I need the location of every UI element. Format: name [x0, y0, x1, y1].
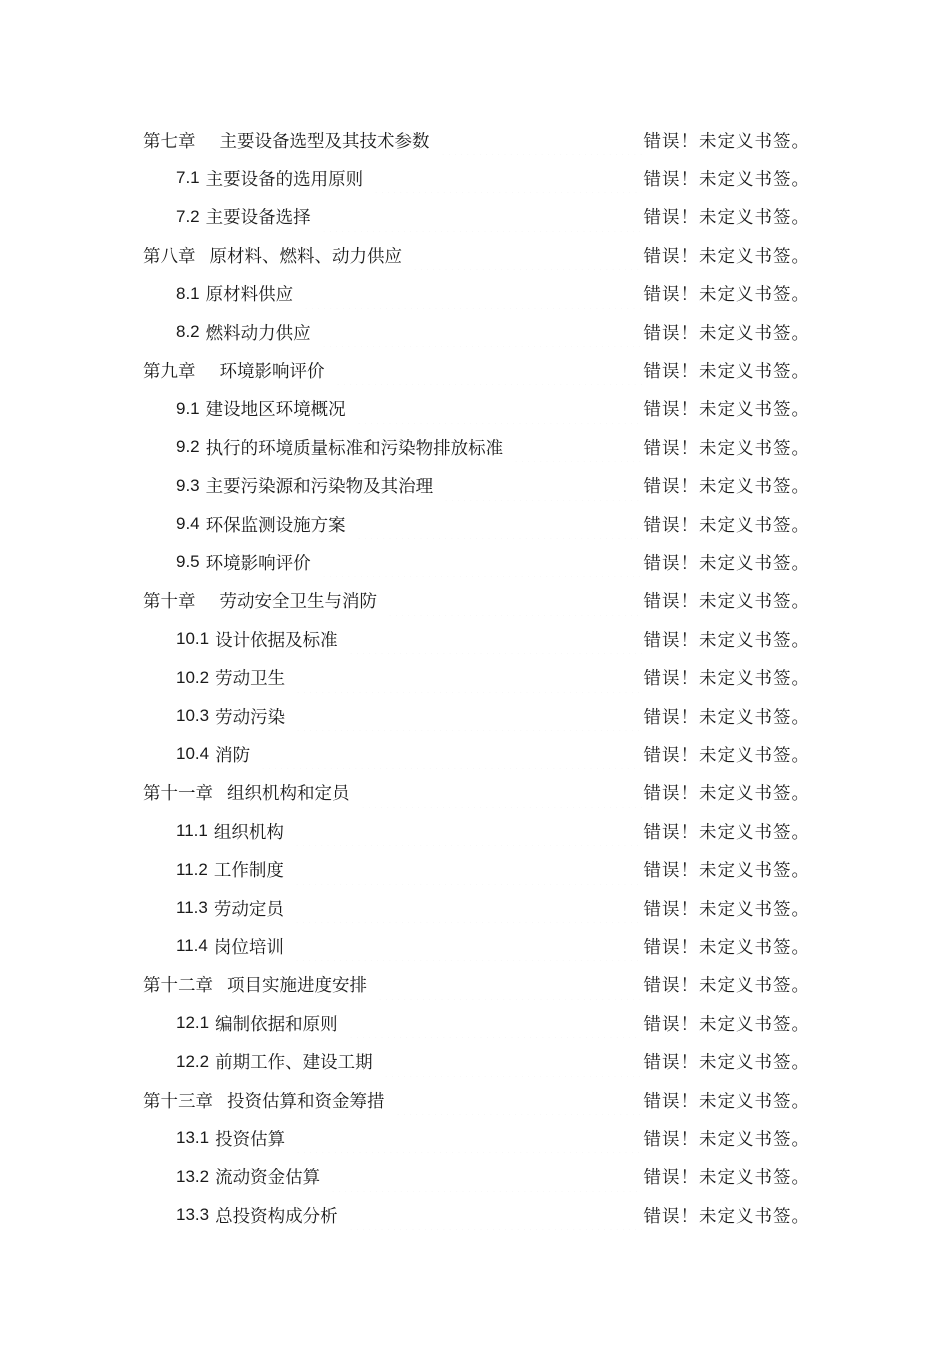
- dot-leader: [321, 317, 642, 347]
- toc-section-entry[interactable]: [176, 931, 810, 961]
- entry-title: 主要设备选型及其技术参数: [219, 131, 430, 152]
- section-number: 9.1: [176, 398, 200, 418]
- dot-leader: [335, 355, 642, 385]
- toc-chapter-entry[interactable]: [143, 970, 810, 1000]
- page-reference: 错误！未定义书签。: [643, 861, 810, 882]
- section-number: 8.1: [176, 283, 200, 303]
- page-reference: 错误！未定义书签。: [643, 1129, 810, 1150]
- toc-chapter-entry[interactable]: [143, 125, 810, 155]
- page-reference: 错误！未定义书签。: [643, 246, 810, 267]
- section-number: 10.4: [176, 744, 210, 764]
- page-reference: 错误！未定义书签。: [643, 438, 810, 459]
- page-reference: 错误！未定义书签。: [643, 592, 810, 613]
- dot-leader: [321, 547, 642, 577]
- page-reference: 错误！未定义书签。: [643, 745, 810, 766]
- dot-leader: [360, 778, 642, 808]
- dot-leader: [373, 163, 641, 193]
- entry-title: 燃料动力供应: [205, 323, 311, 344]
- dot-leader: [356, 509, 642, 539]
- section-number: 11.3: [176, 898, 208, 917]
- toc-section-entry[interactable]: [176, 701, 810, 731]
- toc-section-entry[interactable]: [176, 739, 810, 769]
- dot-leader: [303, 279, 641, 309]
- entry-title: 组织机构: [213, 822, 284, 843]
- entry-title: 编制依据和原则: [215, 1014, 338, 1035]
- section-number: 11.4: [176, 936, 208, 956]
- toc-chapter-entry[interactable]: [143, 778, 810, 808]
- dot-leader: [513, 432, 641, 462]
- page-reference: 错误！未定义书签。: [643, 553, 810, 574]
- section-number: 9.5: [176, 552, 200, 572]
- entry-title: 投资估算和资金筹措: [227, 1091, 385, 1112]
- dot-leader: [395, 1085, 642, 1115]
- section-number: 11.2: [176, 859, 208, 879]
- section-number: 8.2: [176, 322, 200, 341]
- page-reference: 错误！未定义书签。: [643, 784, 810, 805]
- page-reference: 错误！未定义书签。: [643, 822, 810, 843]
- toc-section-entry[interactable]: [176, 547, 810, 577]
- page-reference: 错误！未定义书签。: [643, 361, 810, 382]
- section-number: 11.1: [176, 821, 208, 841]
- dot-leader: [443, 471, 641, 501]
- toc-section-entry[interactable]: [176, 1162, 810, 1192]
- page-reference: 错误！未定义书签。: [643, 937, 810, 958]
- entry-title: 设计依据及标准: [215, 630, 338, 651]
- dot-leader: [295, 701, 641, 731]
- section-number: 13.3: [176, 1205, 210, 1225]
- toc-section-entry[interactable]: [176, 471, 810, 501]
- page-reference: 错误！未定义书签。: [643, 285, 810, 306]
- toc-section-entry[interactable]: [176, 317, 810, 347]
- page-reference: 错误！未定义书签。: [643, 1206, 810, 1227]
- toc-section-entry[interactable]: [176, 432, 810, 462]
- toc-section-entry[interactable]: [176, 1008, 810, 1038]
- entry-title: 环保监测设施方案: [205, 515, 346, 536]
- section-number: 13.1: [176, 1128, 210, 1148]
- dot-leader: [294, 893, 642, 923]
- entry-title: 项目实施进度安排: [227, 976, 367, 997]
- page-reference: 错误！未定义书签。: [643, 208, 810, 229]
- dot-leader: [383, 1047, 642, 1077]
- chapter-number: 第十一章: [143, 784, 213, 805]
- dot-leader: [377, 970, 642, 1000]
- toc-chapter-entry[interactable]: [143, 240, 810, 270]
- entry-title: 建设地区环境概况: [205, 400, 346, 421]
- page-reference: 错误！未定义书签。: [643, 630, 810, 651]
- dot-leader: [330, 1162, 641, 1192]
- chapter-number: 第八章: [143, 246, 196, 267]
- chapter-number: 第七章: [143, 131, 196, 152]
- toc-section-entry[interactable]: [176, 279, 810, 309]
- page-reference: 错误！未定义书签。: [643, 899, 810, 920]
- entry-title: 主要设备的选用原则: [205, 169, 364, 190]
- page-reference: 错误！未定义书签。: [643, 131, 810, 152]
- page-reference: 错误！未定义书签。: [643, 477, 810, 498]
- entry-title: 劳动污染: [215, 707, 286, 728]
- dot-leader: [294, 816, 642, 846]
- dot-leader: [412, 240, 642, 270]
- dot-leader: [348, 1008, 642, 1038]
- page-reference: 错误！未定义书签。: [643, 169, 810, 190]
- entry-title: 工作制度: [213, 861, 284, 882]
- chapter-number: 第九章: [143, 361, 196, 382]
- entry-title: 岗位培训: [213, 937, 284, 958]
- entry-title: 流动资金估算: [215, 1168, 321, 1189]
- toc-section-entry[interactable]: [176, 1200, 810, 1230]
- toc-chapter-entry[interactable]: [143, 355, 810, 385]
- toc-section-entry[interactable]: [176, 509, 810, 539]
- entry-title: 劳动安全卫生与消防: [219, 592, 377, 613]
- page-reference: 错误！未定义书签。: [643, 707, 810, 728]
- toc-chapter-entry[interactable]: [143, 586, 810, 616]
- entry-title: 投资估算: [215, 1129, 286, 1150]
- page-reference: 错误！未定义书签。: [643, 323, 810, 344]
- entry-title: 前期工作、建设工期: [215, 1053, 373, 1074]
- entry-title: 总投资构成分析: [215, 1206, 338, 1227]
- entry-title: 组织机构和定员: [227, 784, 350, 805]
- page-reference: 错误！未定义书签。: [643, 1053, 810, 1074]
- dot-leader: [348, 1200, 642, 1230]
- page-reference: 错误！未定义书签。: [643, 1091, 810, 1112]
- page-reference: 错误！未定义书签。: [643, 400, 810, 421]
- dot-leader: [356, 394, 642, 424]
- section-number: 9.3: [176, 475, 200, 495]
- toc-section-entry[interactable]: [176, 202, 810, 232]
- entry-title: 劳动定员: [213, 899, 284, 920]
- section-number: 7.1: [176, 168, 200, 188]
- entry-title: 环境影响评价: [205, 553, 311, 574]
- toc-section-entry[interactable]: [176, 893, 810, 923]
- page-reference: 错误！未定义书签。: [643, 515, 810, 536]
- toc-section-entry[interactable]: [176, 1047, 810, 1077]
- entry-title: 原材料、燃料、动力供应: [209, 246, 402, 267]
- dot-leader: [387, 586, 642, 616]
- section-number: 7.2: [176, 206, 200, 226]
- toc-section-entry[interactable]: [176, 624, 810, 654]
- entry-title: 主要设备选择: [205, 208, 311, 229]
- entry-title: 主要污染源和污染物及其治理: [205, 477, 434, 498]
- section-number: 12.2: [176, 1051, 210, 1071]
- toc-section-entry[interactable]: [176, 816, 810, 846]
- page-reference: 错误！未定义书签。: [643, 976, 810, 997]
- chapter-number: 第十章: [143, 592, 196, 613]
- page-reference: 错误！未定义书签。: [643, 1168, 810, 1189]
- section-number: 9.4: [176, 514, 200, 533]
- dot-leader: [294, 931, 642, 961]
- dot-leader: [295, 1123, 641, 1153]
- section-number: 12.1: [176, 1013, 210, 1033]
- entry-title: 原材料供应: [205, 285, 294, 306]
- toc-section-entry[interactable]: [176, 855, 810, 885]
- page-reference: 错误！未定义书签。: [643, 669, 810, 690]
- toc-section-entry[interactable]: [176, 1123, 810, 1153]
- chapter-number: 第十三章: [143, 1091, 213, 1112]
- section-number: 9.2: [176, 437, 200, 457]
- dot-leader: [348, 624, 642, 654]
- section-number: 10.3: [176, 706, 210, 725]
- entry-title: 消防: [215, 745, 251, 766]
- toc-section-entry[interactable]: [176, 163, 810, 193]
- section-number: 10.1: [176, 629, 210, 649]
- entry-title: 环境影响评价: [219, 361, 325, 382]
- section-number: 10.2: [176, 667, 210, 687]
- toc-section-entry[interactable]: [176, 663, 810, 693]
- chapter-number: 第十二章: [143, 976, 213, 997]
- toc-chapter-entry[interactable]: [143, 1085, 810, 1115]
- dot-leader: [260, 739, 641, 769]
- dot-leader: [440, 125, 642, 155]
- dot-leader: [321, 202, 642, 232]
- entry-title: 执行的环境质量标准和污染物排放标准: [205, 438, 504, 459]
- dot-leader: [295, 663, 641, 693]
- toc-section-entry[interactable]: [176, 394, 810, 424]
- dot-leader: [294, 855, 642, 885]
- page-reference: 错误！未定义书签。: [643, 1014, 810, 1035]
- entry-title: 劳动卫生: [215, 669, 286, 690]
- section-number: 13.2: [176, 1166, 210, 1186]
